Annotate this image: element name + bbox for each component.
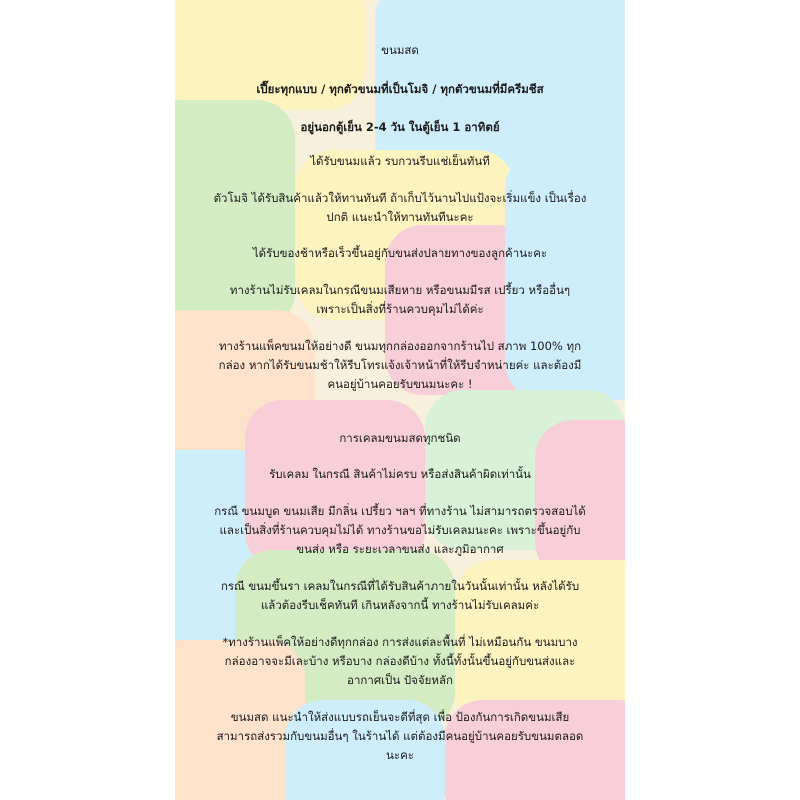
section1-line: เปี๊ยะทุกแบบ / ทุกตัวขนมที่เป็นโมจิ / ทุกตัวขนมที่มีครีมชีส xyxy=(256,82,544,96)
section2-line: แล้วต้องรีบเช็คทันที เกินหลังจากนี้ ทางร้านไม่รับเคลมค่ะ xyxy=(260,598,540,612)
section1-line: ปกติ แนะนำให้ทานทันทีนะคะ xyxy=(326,210,474,224)
notice-text xyxy=(175,0,625,800)
section2-line: *ทางร้านแพ็คให้อย่างดีทุกกล่อง การส่งแต่ละพื้นที่ ไม่เหมือนกัน ขนมบาง xyxy=(222,635,578,649)
section1-line: ได้รับของช้าหรือเร็วขึ้นอยู่กับขนส่งปลายทางของลูกค้านะคะ xyxy=(252,246,548,260)
info-card xyxy=(175,0,625,800)
section2-line: กล่องอาจจะมีเละบ้าง หรือบาง กล่องดีบ้าง ทั้งนี้ทั้งนั้นขึ้นอยู่กับขนส่งและ xyxy=(224,654,576,668)
section2-title: การเคลมขนมสดทุกชนิด xyxy=(339,431,461,445)
section2-line: นะคะ xyxy=(386,748,414,762)
section1-title: ขนมสด xyxy=(381,43,419,57)
section2-line: ขนมสด แนะนำให้ส่งแบบรถเย็นจะดีที่สุด เพื่อ ป้องกันการเกิดขนมเสีย xyxy=(230,710,570,724)
section1-line: กล่อง หากได้รับขนมช้าให้รีบโทรแจ้งเจ้าหน้าที่ให้รีบจำหน่ายค่ะ และต้องมี xyxy=(218,358,582,372)
section2-line: รับเคลม ในกรณี สินค้าไม่ครบ หรือส่งสินค้าผิดเท่านั้น xyxy=(269,467,531,481)
section2-line: และเป็นสิ่งที่ร้านควบคุมไม่ได้ ทางร้านขอไม่รับเคลมนะคะ เพราะขึ้นอยู่กับ xyxy=(219,523,581,537)
section2-line: ขนส่ง หรือ ระยะเวลาขนส่ง และภูมิอากาศ xyxy=(296,542,504,556)
section1-line: ทางร้านไม่รับเคลมในกรณีขนมเสียหาย หรือขนมมีรส เปรี้ยว หรืออื่นๆ xyxy=(229,283,571,297)
section1-line: ตัวโมจิ ได้รับสินค้าแล้วให้ทานทันที ถ้าเก็บไว้นานไปแป้งจะเริ่มแข็ง เป็นเรื่อง xyxy=(213,191,587,205)
section2-line: กรณี ขนมขึ้นรา เคลมในกรณีที่ได้รับสินค้าภายในวันนั้นเท่านั้น หลังได้รับ xyxy=(220,579,580,593)
section1-line: คนอยู่บ้านคอยรับขนมนะคะ ! xyxy=(327,377,473,391)
section2-line: กรณี ขนมบูด ขนมเสีย มีกลิ่น เปรี้ยว ฯลฯ ที่ทางร้าน ไม่สามารถตรวจสอบได้ xyxy=(214,504,586,518)
section2-line: อากาศเป็น ปัจจัยหลัก xyxy=(347,673,453,687)
section1-line: อยู่นอกตู้เย็น 2-4 วัน ในตู้เย็น 1 อาทิตย์ xyxy=(300,120,500,134)
section1-line: ทางร้านแพ็คขนมให้อย่างดี ขนมทุกกล่องออกจากร้านไป สภาพ 100% ทุก xyxy=(218,339,582,353)
section1-line: เพราะเป็นสิ่งที่ร้านควบคุมไม่ได้ค่ะ xyxy=(316,302,484,316)
section2-line: สามารถส่งรวมกับขนมอื่นๆ ในร้านได้ แต่ต้องมีคนอยู่บ้านคอยรับขนมตลอด xyxy=(216,729,584,743)
section1-line: ได้รับขนมแล้ว รบกวนรีบแช่เย็นทันที xyxy=(310,154,490,168)
